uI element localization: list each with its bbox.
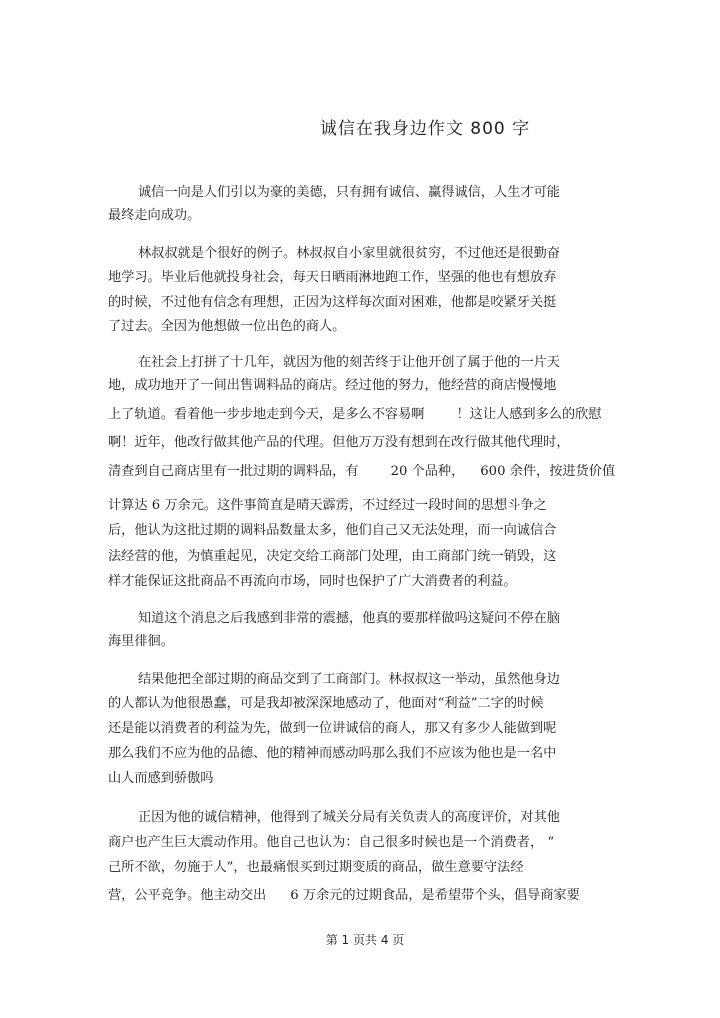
paragraph-3-line-5-part-c: 600 余件，按进货价值 bbox=[480, 464, 616, 479]
paragraph-2-line-1: 林叔叔就是个很好的例子。林叔叔自小家里就很贫穷，不过他还是很勤奋 bbox=[138, 246, 560, 261]
paragraph-6-line-1: 正因为他的诚信精神，他得到了城关分局有关负责人的高度评价，对其他 bbox=[138, 810, 560, 825]
paragraph-3-line-3-part-a: 上了轨道。看着他一步步地走到今天，是多么不容易啊 bbox=[108, 407, 425, 422]
page-number-footer: 第 1 页共 4 页 bbox=[325, 933, 405, 947]
paragraph-2-line-4: 了过去。全因为他想做一位出色的商人。 bbox=[108, 319, 346, 334]
paragraph-3-line-6: 计算达 6 万余元。这件事简直是晴天霹雳，不过经过一段时间的思想斗争之 bbox=[108, 498, 547, 513]
paragraph-6-line-3: 己所不欲，勿施于人”，也最痛恨买到过期变质的商品，做生意要守法经 bbox=[108, 860, 524, 875]
paragraph-3-line-5-part-b: 20 个品种， bbox=[390, 464, 465, 479]
paragraph-6-line-4-part-a: 营，公平竞争。他主动交出 bbox=[108, 888, 267, 903]
paragraph-5-line-3: 还是能以消费者的利益为先，做到一位讲诚信的商人，那又有多少人能做到呢 bbox=[108, 721, 557, 736]
paragraph-3-line-4: 啊！近年，他改行做其他产品的代理。但他万万没有想到在改行做其他代理时， bbox=[108, 435, 570, 450]
paragraph-6-line-4-part-b: 6 万余元的过期食品，是希望带个头，倡导商家要 bbox=[290, 888, 580, 903]
paragraph-3-line-2: 地，成功地开了一间出售调料品的商店。经过他的努力，他经营的商店慢慢地 bbox=[108, 378, 557, 393]
paragraph-2-line-3: 的时候，不过他有信念有理想，正因为这样每次面对困难，他都是咬紧牙关挺 bbox=[108, 295, 557, 310]
paragraph-3-line-3 bbox=[108, 405, 628, 425]
paragraph-5-line-4: 那么我们不应为他的品德、他的精神而感动吗那么我们不应该为他也是一名中 bbox=[108, 746, 557, 761]
paragraph-4-line-1: 知道这个消息之后我感到非常的震撼，他真的要那样做吗这疑问不停在脑 bbox=[138, 611, 560, 626]
document-title: 诚信在我身边作文 800 字 bbox=[319, 119, 531, 139]
paragraph-5-line-5: 山人而感到骄傲吗 bbox=[108, 771, 214, 786]
paragraph-6-line-2: 商户也产生巨大震动作用。他自己也认为：自己很多时候也是一个消费者， “ bbox=[108, 835, 555, 850]
paragraph-1-line-2: 最终走向成功。 bbox=[108, 208, 201, 223]
paragraph-3-line-8: 法经营的他，为慎重起见，决定交给工商部门处理，由工商部门统一销毁，这 bbox=[108, 549, 557, 564]
paragraph-5-line-2: 的人都认为他很愚蠢，可是我却被深深地感动了，他面对“利益”二字的时候 bbox=[108, 696, 544, 711]
paragraph-2-line-2: 地学习。毕业后他就投身社会，每天日晒雨淋地跑工作，坚强的他也有想放弃 bbox=[108, 270, 557, 285]
paragraph-4-line-2: 海里徘徊。 bbox=[108, 634, 174, 649]
paragraph-3-line-3-part-b: ！这让人感到多么的欣慰 bbox=[456, 407, 602, 422]
paragraph-3-line-5 bbox=[108, 462, 628, 482]
paragraph-3-line-1: 在社会上打拼了十几年，就因为他的刻苦终于让他开创了属于他的一片天 bbox=[138, 355, 560, 370]
paragraph-6-line-4 bbox=[108, 886, 628, 906]
paragraph-3-line-5-part-a: 清查到自己商店里有一批过期的调料品，有 bbox=[108, 464, 359, 479]
paragraph-1-line-1: 诚信一向是人们引以为豪的美德，只有拥有诚信、赢得诚信，人生才可能 bbox=[138, 185, 560, 200]
paragraph-5-line-1: 结果他把全部过期的商品交到了工商部门。林叔叔这一举动，虽然他身边 bbox=[138, 672, 560, 687]
paragraph-3-line-9: 样才能保证这批商品不再流向市场，同时也保护了广大消费者的利益。 bbox=[108, 574, 517, 589]
paragraph-3-line-7: 后，他认为这批过期的调料品数量太多，他们自己又无法处理，而一向诚信合 bbox=[108, 523, 557, 538]
